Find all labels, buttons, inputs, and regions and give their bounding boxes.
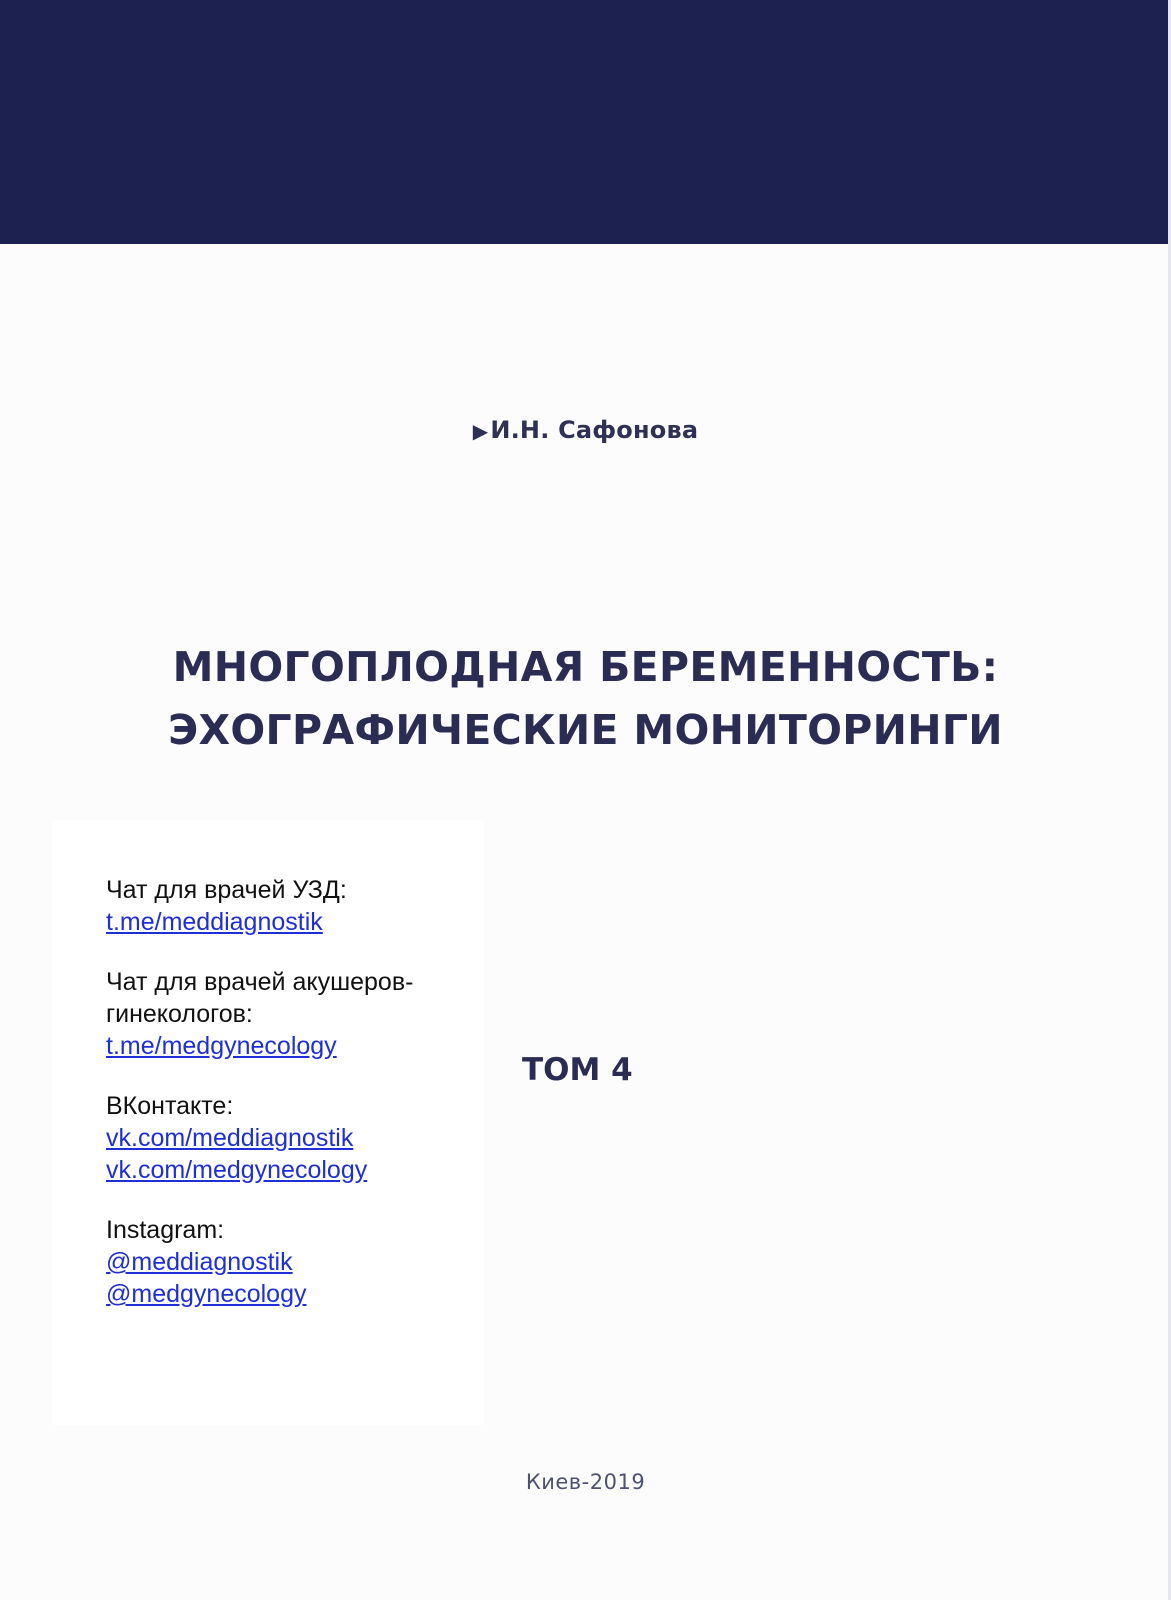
vk-heading: ВКонтакте: (106, 1092, 234, 1120)
doctors-chat-group (106, 874, 478, 938)
instagram-group (106, 1214, 478, 1310)
links-content (106, 874, 478, 1338)
city-year: Киев-2019 (525, 1470, 646, 1494)
book-title-line-2: ЭХОГРАФИЧЕСКИЕ МОНИТОРИНГИ (168, 706, 1003, 754)
book-title (0, 636, 1171, 762)
cover-top-band (0, 0, 1171, 244)
vk-group (106, 1090, 478, 1186)
obgyn-chat-link[interactable]: t.me/medgynecology (106, 1032, 337, 1060)
doctors-chat-heading: Чат для врачей УЗД: (106, 876, 347, 904)
obgyn-chat-heading: Чат для врачей акушеров-гинекологов: (106, 968, 414, 1028)
obgyn-chat-group (106, 966, 478, 1062)
links-panel (52, 820, 484, 1425)
author-line (0, 416, 1171, 444)
instagram-link-medgynecology[interactable]: @medgynecology (106, 1280, 307, 1308)
author-name: И.Н. Сафонова (490, 416, 699, 444)
instagram-link-meddiagnostik[interactable]: @meddiagnostik (106, 1248, 293, 1276)
doctors-chat-link[interactable]: t.me/meddiagnostik (106, 908, 323, 936)
volume-label: ТОМ 4 (522, 1052, 633, 1088)
vk-link-meddiagnostik[interactable]: vk.com/meddiagnostik (106, 1124, 354, 1152)
instagram-heading: Instagram: (106, 1216, 225, 1244)
vk-link-medgynecology[interactable]: vk.com/medgynecology (106, 1156, 368, 1184)
book-title-line-1: МНОГОПЛОДНАЯ БЕРЕМЕННОСТЬ: (172, 643, 999, 691)
triangle-marker-icon: ▶ (472, 419, 489, 443)
